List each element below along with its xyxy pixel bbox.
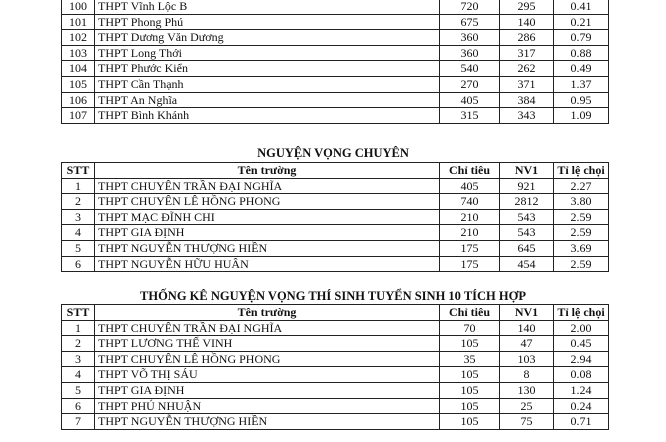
cell-ten-truong: THPT GIA ĐỊNH: [95, 225, 440, 241]
cell-ti-le-choi: 0.08: [554, 367, 609, 383]
header-ten-truong: Tên trường: [95, 163, 440, 179]
cell-ti-le-choi: 0.88: [554, 45, 609, 61]
cell-chi-tieu: 105: [440, 398, 500, 414]
section-title-chuyen: NGUYỆN VỌNG CHUYÊN: [257, 146, 409, 160]
cell-ti-le-choi: 0.95: [554, 92, 609, 108]
cell-ten-truong: THPT MẠC ĐĨNH CHI: [95, 209, 440, 225]
cell-ti-le-choi: 0.21: [554, 14, 609, 30]
table-header-row: [62, 305, 609, 321]
cell-stt: 1: [62, 320, 95, 336]
cell-ten-truong: THPT NGUYỄN THƯỢNG HIỀN: [95, 414, 440, 430]
cell-ti-le-choi: 0.49: [554, 61, 609, 77]
cell-ten-truong: THPT CHUYÊN TRẦN ĐẠI NGHĨA: [95, 178, 440, 194]
table-row: [62, 108, 609, 124]
cell-ten-truong: THPT VÕ THỊ SÁU: [95, 367, 440, 383]
cell-nv1: 75: [500, 414, 554, 430]
cell-ti-le-choi: 2.59: [554, 225, 609, 241]
cell-stt: 103: [62, 45, 95, 61]
cell-ten-truong: THPT Bình Khánh: [95, 108, 440, 124]
cell-stt: 2: [62, 336, 95, 352]
cell-chi-tieu: 35: [440, 351, 500, 367]
table-row: [62, 382, 609, 398]
cell-nv1: 2812: [500, 194, 554, 210]
table-row: [62, 30, 609, 46]
cell-nv1: 103: [500, 351, 554, 367]
cell-nv1: 130: [500, 382, 554, 398]
cell-nv1: 384: [500, 92, 554, 108]
cell-ti-le-choi: 1.09: [554, 108, 609, 124]
cell-ten-truong: THPT Long Thới: [95, 45, 440, 61]
cell-stt: 101: [62, 14, 95, 30]
cell-nv1: 295: [500, 0, 554, 14]
cell-ten-truong: THPT Phong Phú: [95, 14, 440, 30]
table-row: [62, 336, 609, 352]
cell-chi-tieu: 210: [440, 209, 500, 225]
cell-ti-le-choi: 3.69: [554, 240, 609, 256]
cell-ti-le-choi: 0.24: [554, 398, 609, 414]
header-stt: STT: [62, 305, 95, 321]
table-row: [62, 76, 609, 92]
header-ti-le-choi: Tỉ lệ chọi: [554, 305, 609, 321]
cell-nv1: 262: [500, 61, 554, 77]
cell-nv1: 543: [500, 209, 554, 225]
cell-chi-tieu: 720: [440, 0, 500, 14]
table-row: [62, 398, 609, 414]
cell-nv1: 140: [500, 14, 554, 30]
cell-ten-truong: THPT NGUYỄN THƯỢNG HIỀN: [95, 240, 440, 256]
cell-chi-tieu: 105: [440, 414, 500, 430]
table-header-row: [62, 163, 609, 179]
cell-chi-tieu: 105: [440, 382, 500, 398]
cell-ten-truong: THPT Cần Thạnh: [95, 76, 440, 92]
cell-chi-tieu: 175: [440, 256, 500, 272]
header-nv1: NV1: [500, 163, 554, 179]
header-ti-le-choi: Tỉ lệ chọi: [554, 163, 609, 179]
cell-ti-le-choi: 1.37: [554, 76, 609, 92]
table-row: [62, 256, 609, 272]
cell-nv1: 317: [500, 45, 554, 61]
cell-chi-tieu: 175: [440, 240, 500, 256]
cell-stt: 106: [62, 92, 95, 108]
table-row: [62, 61, 609, 77]
cell-stt: 2: [62, 194, 95, 210]
cell-stt: 4: [62, 367, 95, 383]
cell-chi-tieu: 405: [440, 178, 500, 194]
cell-nv1: 454: [500, 256, 554, 272]
cell-chi-tieu: 360: [440, 45, 500, 61]
cell-ten-truong: THPT CHUYÊN LÊ HỒNG PHONG: [95, 194, 440, 210]
cell-ti-le-choi: 3.80: [554, 194, 609, 210]
cell-nv1: 343: [500, 108, 554, 124]
cell-stt: 5: [62, 382, 95, 398]
cell-chi-tieu: 210: [440, 225, 500, 241]
cell-nv1: 543: [500, 225, 554, 241]
cell-chi-tieu: 405: [440, 92, 500, 108]
table-row: [62, 92, 609, 108]
cell-chi-tieu: 105: [440, 367, 500, 383]
cell-stt: 3: [62, 209, 95, 225]
cell-nv1: 286: [500, 30, 554, 46]
cell-ti-le-choi: 2.94: [554, 351, 609, 367]
cell-ti-le-choi: 2.59: [554, 209, 609, 225]
header-chi-tieu: Chỉ tiêu: [440, 305, 500, 321]
cell-chi-tieu: 70: [440, 320, 500, 336]
cell-stt: 105: [62, 76, 95, 92]
table-row: [62, 414, 609, 430]
cell-ten-truong: THPT An Nghĩa: [95, 92, 440, 108]
cell-stt: 100: [62, 0, 95, 14]
table-row: [62, 225, 609, 241]
cell-ten-truong: THPT Dương Văn Dương: [95, 30, 440, 46]
cell-ti-le-choi: 1.24: [554, 382, 609, 398]
cell-stt: 5: [62, 240, 95, 256]
cell-ti-le-choi: 0.41: [554, 0, 609, 14]
table-row: [62, 320, 609, 336]
table-row: [62, 351, 609, 367]
table-schools-continued: [61, 0, 609, 124]
cell-chi-tieu: 540: [440, 61, 500, 77]
cell-ti-le-choi: 0.71: [554, 414, 609, 430]
cell-stt: 6: [62, 256, 95, 272]
cell-ten-truong: THPT NGUYỄN HỮU HUÂN: [95, 256, 440, 272]
header-chi-tieu: Chỉ tiêu: [440, 163, 500, 179]
section-title-tich-hop: THỐNG KÊ NGUYỆN VỌNG THÍ SINH TUYỂN SINH 10 TÍCH HỢP: [140, 289, 526, 303]
cell-ti-le-choi: 0.45: [554, 336, 609, 352]
cell-nv1: 8: [500, 367, 554, 383]
cell-ten-truong: THPT GIA ĐỊNH: [95, 382, 440, 398]
cell-nv1: 25: [500, 398, 554, 414]
table-row: [62, 45, 609, 61]
table-row: [62, 194, 609, 210]
cell-nv1: 140: [500, 320, 554, 336]
cell-chi-tieu: 360: [440, 30, 500, 46]
cell-stt: 104: [62, 61, 95, 77]
table-row: [62, 14, 609, 30]
cell-stt: 3: [62, 351, 95, 367]
cell-ten-truong: THPT LƯƠNG THẾ VINH: [95, 336, 440, 352]
cell-ten-truong: THPT Vĩnh Lộc B: [95, 0, 440, 14]
cell-ti-le-choi: 0.79: [554, 30, 609, 46]
table-tich-hop: [61, 304, 609, 430]
cell-chi-tieu: 740: [440, 194, 500, 210]
cell-stt: 102: [62, 30, 95, 46]
cell-nv1: 921: [500, 178, 554, 194]
cell-ti-le-choi: 2.59: [554, 256, 609, 272]
table-row: [62, 178, 609, 194]
cell-nv1: 645: [500, 240, 554, 256]
cell-stt: 7: [62, 414, 95, 430]
cell-chi-tieu: 315: [440, 108, 500, 124]
cell-chi-tieu: 675: [440, 14, 500, 30]
cell-ten-truong: THPT Phước Kiển: [95, 61, 440, 77]
cell-chi-tieu: 270: [440, 76, 500, 92]
header-nv1: NV1: [500, 305, 554, 321]
table-row: [62, 209, 609, 225]
cell-ten-truong: THPT PHÚ NHUẬN: [95, 398, 440, 414]
cell-stt: 107: [62, 108, 95, 124]
cell-ten-truong: THPT CHUYÊN TRẦN ĐẠI NGHĨA: [95, 320, 440, 336]
header-stt: STT: [62, 163, 95, 179]
table-row: [62, 240, 609, 256]
cell-stt: 1: [62, 178, 95, 194]
header-ten-truong: Tên trường: [95, 305, 440, 321]
cell-nv1: 47: [500, 336, 554, 352]
table-chuyen: [61, 162, 609, 272]
cell-ti-le-choi: 2.27: [554, 178, 609, 194]
table-row: [62, 0, 609, 14]
cell-ten-truong: THPT CHUYÊN LÊ HỒNG PHONG: [95, 351, 440, 367]
table-row: [62, 367, 609, 383]
cell-nv1: 371: [500, 76, 554, 92]
cell-stt: 4: [62, 225, 95, 241]
cell-stt: 6: [62, 398, 95, 414]
cell-chi-tieu: 105: [440, 336, 500, 352]
cell-ti-le-choi: 2.00: [554, 320, 609, 336]
